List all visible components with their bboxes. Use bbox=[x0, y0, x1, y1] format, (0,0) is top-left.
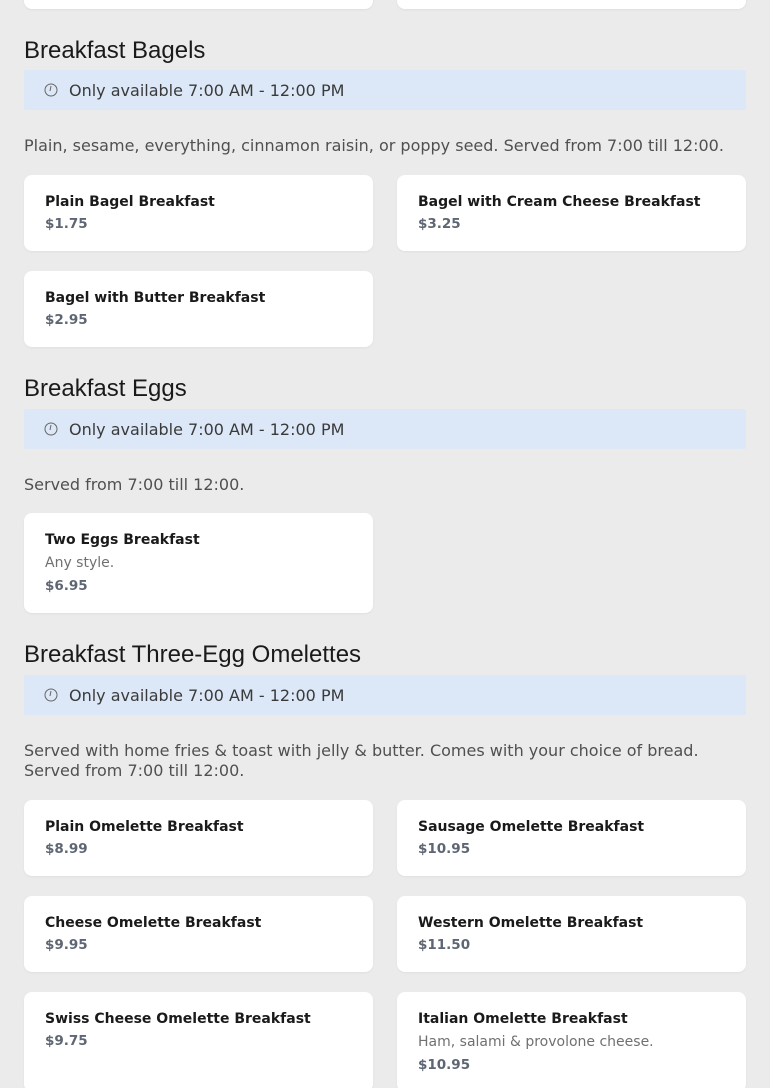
menu-section-breakfast-bagels bbox=[24, 37, 746, 347]
menu-item-card[interactable] bbox=[397, 800, 746, 876]
menu-item-card[interactable] bbox=[24, 800, 373, 876]
item-name: Cheese Omelette Breakfast bbox=[45, 915, 262, 931]
menu-section-breakfast-omelettes bbox=[24, 641, 746, 1088]
clock-icon bbox=[44, 422, 58, 436]
menu-item-card[interactable] bbox=[397, 992, 746, 1088]
item-name: Bagel with Butter Breakfast bbox=[45, 290, 266, 306]
section-title: Breakfast Eggs bbox=[24, 375, 187, 402]
availability-banner bbox=[24, 70, 746, 110]
section-description: Plain, sesame, everything, cinnamon raisin, or poppy seed. Served from 7:00 till 12:00. bbox=[24, 136, 724, 155]
section-title: Breakfast Three-Egg Omelettes bbox=[24, 641, 362, 668]
item-price: $3.25 bbox=[418, 216, 461, 232]
menu-item-card[interactable] bbox=[397, 0, 746, 9]
item-name: Two Eggs Breakfast bbox=[45, 532, 200, 548]
menu-item-card[interactable] bbox=[397, 896, 746, 972]
item-name: Plain Omelette Breakfast bbox=[45, 819, 244, 835]
availability-banner bbox=[24, 409, 746, 449]
menu-item-card[interactable] bbox=[397, 175, 746, 251]
availability-text: Only available 7:00 AM - 12:00 PM bbox=[69, 685, 345, 705]
item-description: Any style. bbox=[45, 555, 115, 571]
item-price: $1.75 bbox=[45, 216, 88, 232]
menu-item-card[interactable] bbox=[24, 175, 373, 251]
menu-section-breakfast-eggs bbox=[24, 375, 746, 613]
item-price: $8.99 bbox=[45, 841, 88, 857]
section-description: Served with home fries & toast with jelly & butter. Comes with your choice of bread. Served from 7:00 till 12:00. bbox=[24, 741, 699, 780]
section-description: Served from 7:00 till 12:00. bbox=[24, 475, 245, 494]
item-name: Bagel with Cream Cheese Breakfast bbox=[418, 194, 701, 210]
item-price: $6.95 bbox=[45, 578, 88, 594]
item-price: $9.75 bbox=[45, 1033, 88, 1049]
menu-items-grid bbox=[24, 800, 746, 1088]
clock-icon bbox=[44, 83, 58, 97]
availability-text: Only available 7:00 AM - 12:00 PM bbox=[69, 419, 345, 439]
clock-icon bbox=[44, 688, 58, 702]
item-price: $9.95 bbox=[45, 937, 88, 953]
availability-banner bbox=[24, 675, 746, 715]
menu-item-card[interactable] bbox=[24, 992, 373, 1088]
item-name: Plain Bagel Breakfast bbox=[45, 194, 215, 210]
menu-item-card[interactable] bbox=[24, 271, 373, 347]
item-name: Italian Omelette Breakfast bbox=[418, 1011, 628, 1027]
item-price: $2.95 bbox=[45, 312, 88, 328]
item-name: Sausage Omelette Breakfast bbox=[418, 819, 645, 835]
availability-text: Only available 7:00 AM - 12:00 PM bbox=[69, 80, 345, 100]
section-title: Breakfast Bagels bbox=[24, 37, 206, 64]
item-name: Swiss Cheese Omelette Breakfast bbox=[45, 1011, 311, 1027]
menu-item-card[interactable] bbox=[24, 513, 373, 613]
item-name: Western Omelette Breakfast bbox=[418, 915, 644, 931]
item-price: $10.95 bbox=[418, 841, 471, 857]
previous-section-cards bbox=[24, 0, 746, 9]
item-description: Ham, salami & provolone cheese. bbox=[418, 1034, 654, 1050]
menu-item-card[interactable] bbox=[24, 0, 373, 9]
menu-items-grid bbox=[24, 175, 746, 347]
item-price: $10.95 bbox=[418, 1057, 471, 1073]
menu-item-card[interactable] bbox=[24, 896, 373, 972]
item-price: $11.50 bbox=[418, 937, 471, 953]
menu-items-grid bbox=[24, 513, 746, 613]
